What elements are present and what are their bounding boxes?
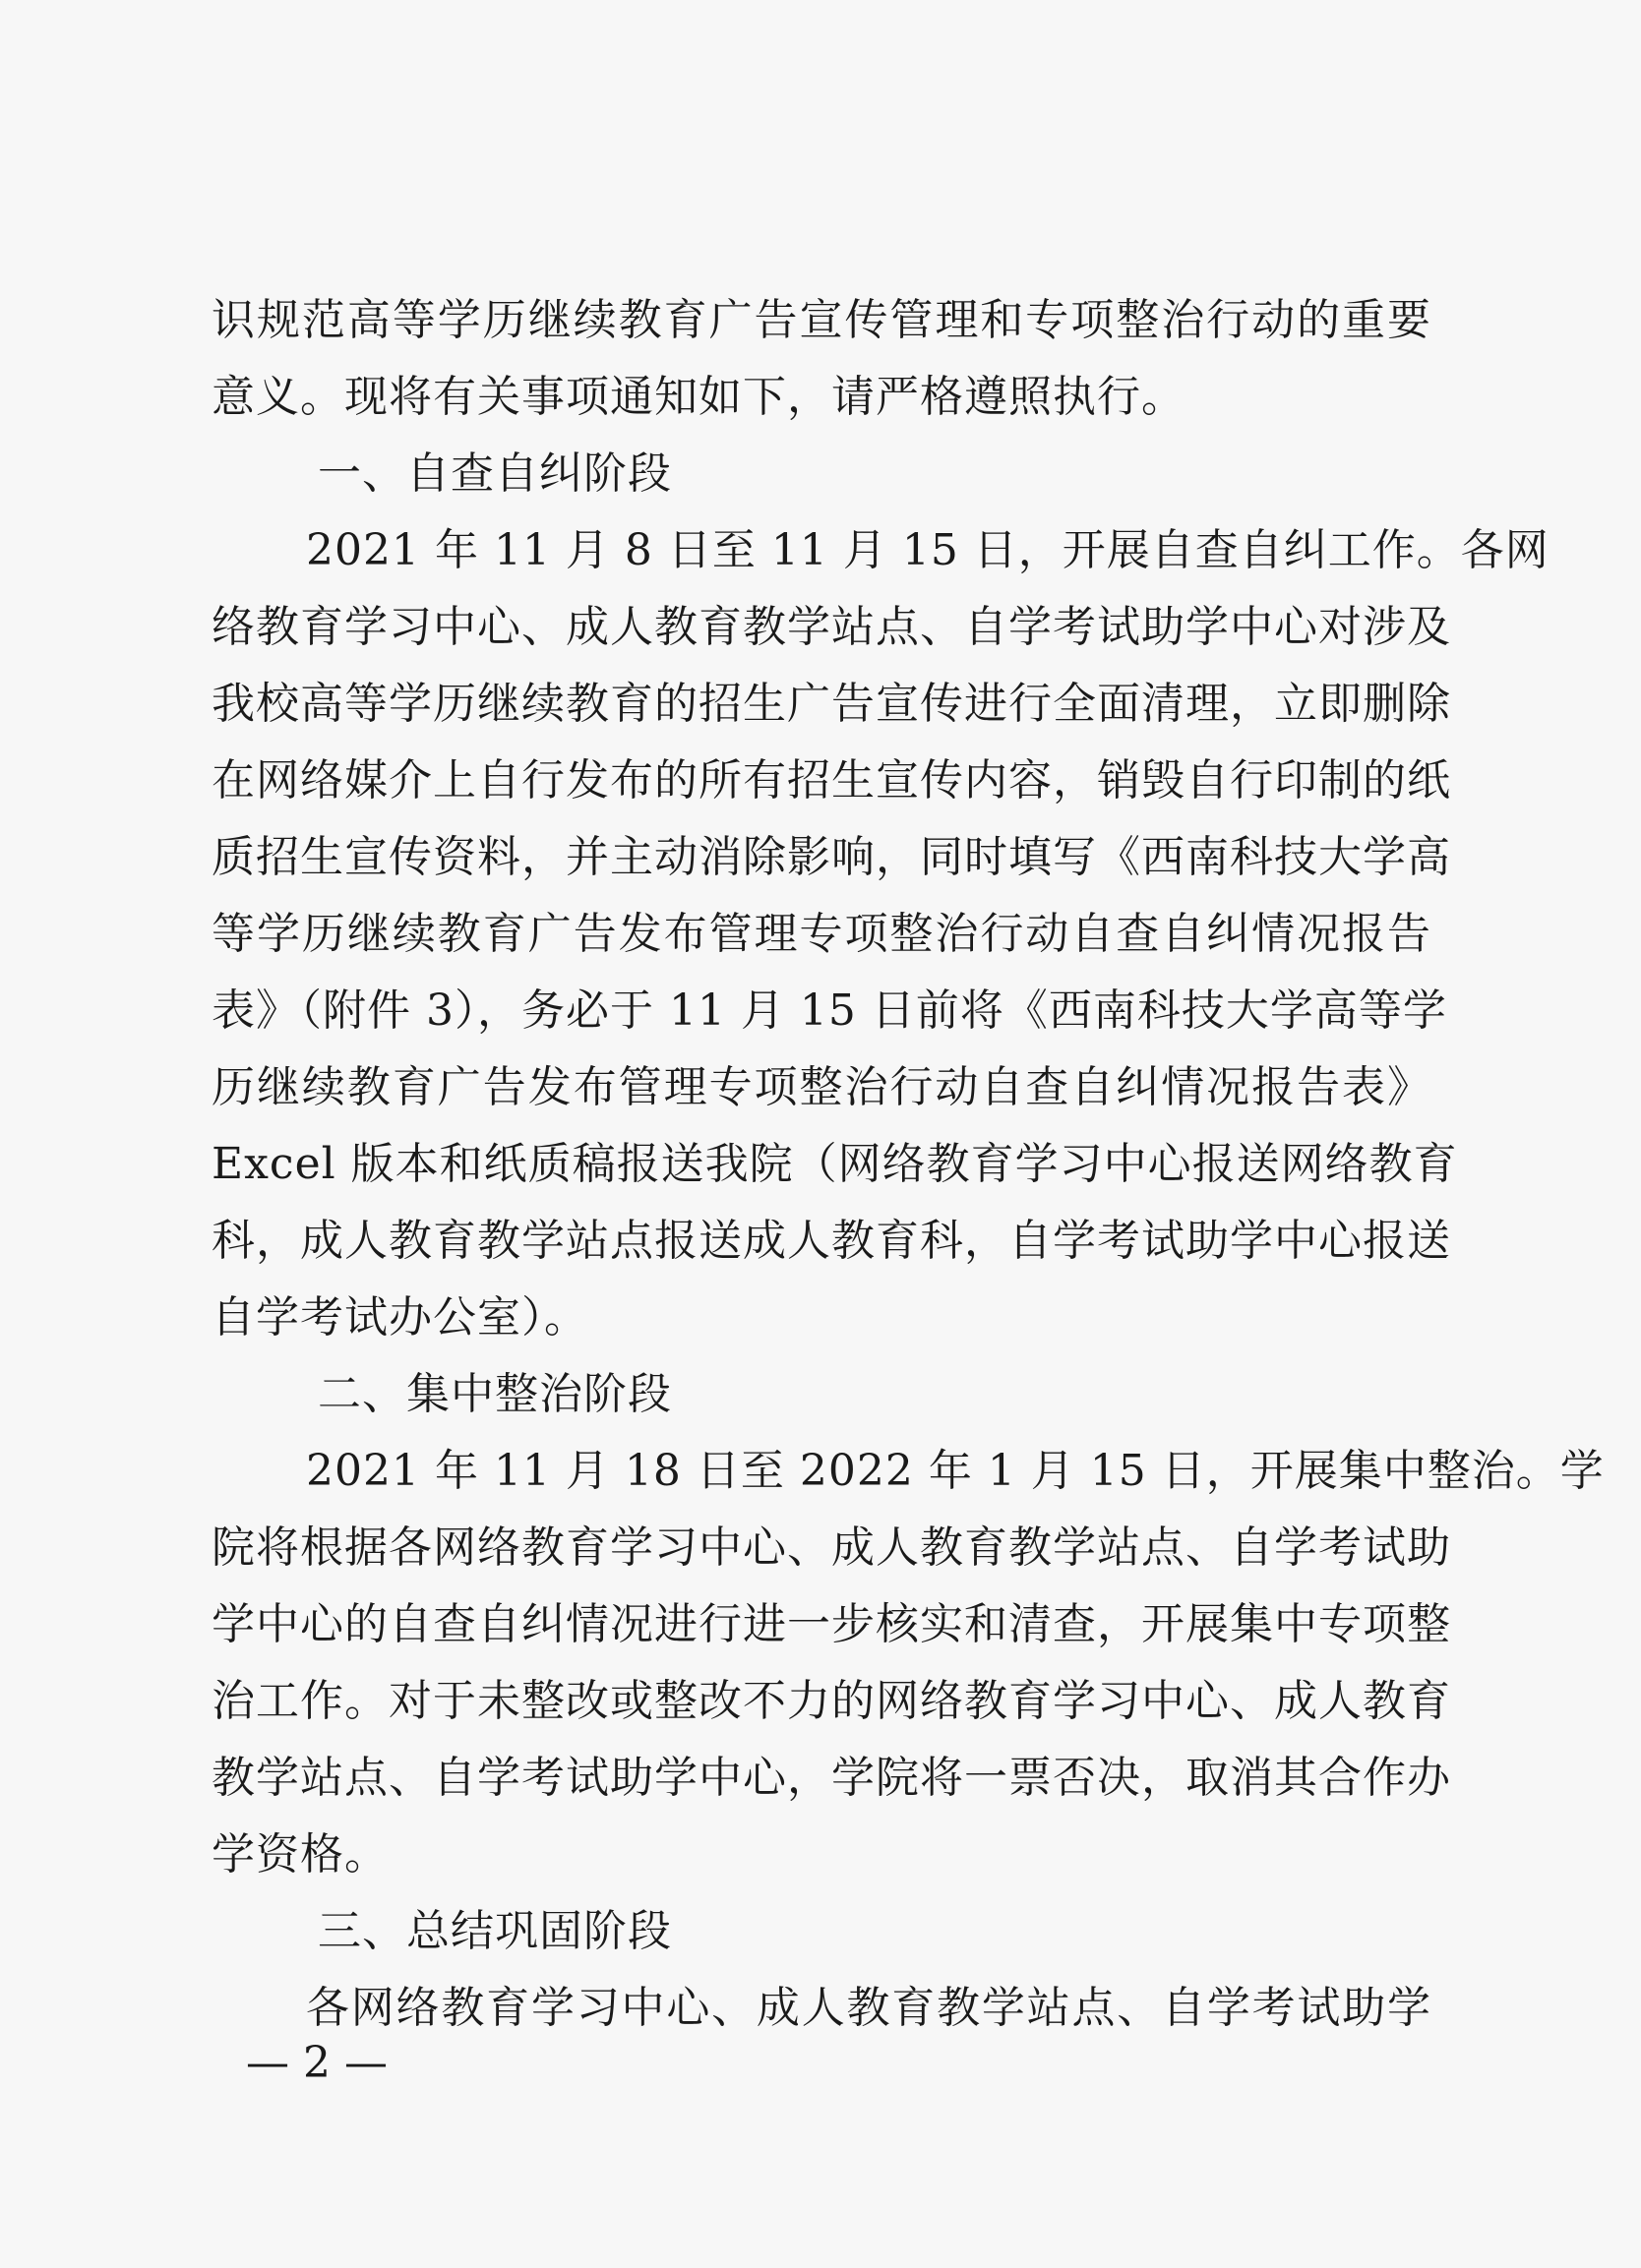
text-line: 识规范高等学历继续教育广告宣传管理和专项整治行动的重要 bbox=[212, 295, 1431, 345]
text-line: 学中心的自查自纠情况进行进一步核实和清查，开展集中专项整 bbox=[212, 1599, 1451, 1649]
text-line: 表》（附件 3），务必于 11 月 15 日前将《西南科技大学高等学 bbox=[212, 985, 1447, 1036]
document-body bbox=[212, 282, 1605, 2047]
text-line: 等学历继续教育广告发布管理专项整治行动自查自纠情况报告 bbox=[212, 909, 1431, 959]
text-line: 治工作。对于未整改或整改不力的网络教育学习中心、成人教育 bbox=[212, 1676, 1451, 1726]
text-line: Excel 版本和纸质稿报送我院（网络教育学习中心报送网络教育 bbox=[212, 1139, 1458, 1189]
paragraph-first-line: 各网络教育学习中心、成人教育教学站点、自学考试助学 bbox=[306, 1983, 1431, 2033]
text-line: 学资格。 bbox=[212, 1829, 389, 1880]
paragraph-first-line: 2021 年 11 月 18 日至 2022 年 1 月 15 日，开展集中整治。学 bbox=[306, 1446, 1605, 1496]
text-line: 自学考试办公室）。 bbox=[212, 1292, 588, 1343]
text-line: 意义。现将有关事项通知如下，请严格遵照执行。 bbox=[212, 372, 1185, 422]
text-line: 院将根据各网络教育学习中心、成人教育教学站点、自学考试助 bbox=[212, 1522, 1451, 1573]
section-heading: 二、集中整治阶段 bbox=[318, 1369, 672, 1419]
text-line: 历继续教育广告发布管理专项整治行动自查自纠情况报告表》 bbox=[212, 1062, 1431, 1112]
text-line: 质招生宣传资料，并主动消除影响，同时填写《西南科技大学高 bbox=[212, 832, 1451, 882]
text-line: 科，成人教育教学站点报送成人教育科，自学考试助学中心报送 bbox=[212, 1216, 1451, 1266]
text-line: 教学站点、自学考试助学中心，学院将一票否决，取消其合作办 bbox=[212, 1753, 1451, 1803]
page-number: — 2 — bbox=[246, 2038, 388, 2088]
section-heading: 一、自查自纠阶段 bbox=[318, 448, 672, 499]
text-line: 络教育学习中心、成人教育教学站点、自学考试助学中心对涉及 bbox=[212, 602, 1451, 652]
text-line: 我校高等学历继续教育的招生广告宣传进行全面清理，立即删除 bbox=[212, 679, 1451, 729]
paragraph-first-line: 2021 年 11 月 8 日至 11 月 15 日，开展自查自纠工作。各网 bbox=[306, 525, 1550, 575]
text-line: 在网络媒介上自行发布的所有招生宣传内容，销毁自行印制的纸 bbox=[212, 755, 1451, 806]
section-heading: 三、总结巩固阶段 bbox=[318, 1906, 672, 1956]
